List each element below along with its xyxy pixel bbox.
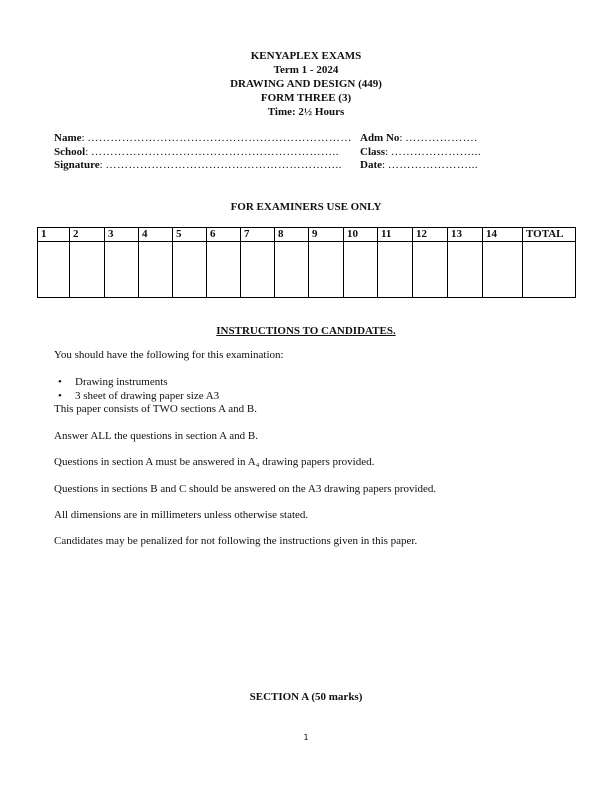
bullet-text: 3 sheet of drawing paper size A3 — [75, 390, 220, 402]
field-row: Adm No: ………………. — [360, 132, 478, 144]
examiners-table — [37, 227, 576, 298]
score-cell[interactable] — [344, 242, 378, 298]
score-cell[interactable] — [70, 242, 105, 298]
score-cell[interactable] — [378, 242, 413, 298]
column-header: 5 — [173, 228, 207, 242]
score-cell[interactable] — [413, 242, 448, 298]
column-header: 6 — [207, 228, 241, 242]
bullet-text: Drawing instruments — [75, 376, 168, 388]
bullet-item: • 3 sheet of drawing paper size A3 — [58, 390, 220, 402]
instruction-line: Questions in sections B and C should be answered on the A3 drawing papers provided. — [54, 483, 437, 495]
column-header: 9 — [309, 228, 344, 242]
instructions-title: INSTRUCTIONS TO CANDIDATES. — [216, 325, 396, 337]
bullet-item: • Drawing instruments — [58, 376, 168, 388]
field-label: Class — [360, 145, 386, 158]
field-blank[interactable]: …………………... — [390, 145, 482, 158]
field-blank[interactable]: …………………………………………………….. — [105, 159, 342, 171]
score-cell[interactable] — [275, 242, 309, 298]
score-cell[interactable] — [448, 242, 483, 298]
field-blank[interactable]: ……………………………………………………….. — [91, 145, 339, 158]
column-header: 8 — [275, 228, 309, 242]
score-cell[interactable] — [207, 242, 241, 298]
field-label: School — [54, 145, 86, 158]
score-cell[interactable] — [241, 242, 275, 298]
field-row: Name: …………………………………………………………… — [54, 132, 352, 144]
instruction-line: This paper consists of TWO sections A and B. — [54, 403, 257, 415]
column-header: 2 — [70, 228, 105, 242]
score-cell[interactable] — [173, 242, 207, 298]
score-cell[interactable] — [523, 242, 576, 298]
column-header: 14 — [483, 228, 523, 242]
instructions-intro: You should have the following for this examination: — [54, 349, 284, 361]
field-blank[interactable]: ………………. — [405, 132, 478, 144]
field-label: Date — [360, 159, 382, 171]
field-row: Class: …………………... — [360, 145, 482, 158]
field-blank[interactable]: …………………………………………………………… — [87, 132, 352, 144]
time: Time: 2½ Hours — [267, 106, 345, 118]
instruction-line: All dimensions are in millimeters unless otherwise stated. — [54, 509, 309, 521]
section-heading: SECTION A (50 marks) — [249, 691, 363, 703]
field-label: Adm No — [360, 132, 400, 144]
column-header: 13 — [448, 228, 483, 242]
field-label: Name — [54, 132, 82, 144]
column-header: 12 — [413, 228, 448, 242]
column-header: TOTAL — [523, 228, 576, 242]
field-blank[interactable]: …………………... — [387, 159, 479, 171]
examiners-title: FOR EXAMINERS USE ONLY — [230, 201, 382, 213]
form: FORM THREE (3) — [260, 92, 352, 104]
instruction-line: Candidates may be penalized for not following the instructions given in this paper. — [54, 535, 418, 547]
column-header: 11 — [378, 228, 413, 242]
page-number: 1 — [303, 733, 309, 742]
score-cell[interactable] — [105, 242, 139, 298]
score-cell[interactable] — [483, 242, 523, 298]
column-header: 3 — [105, 228, 139, 242]
score-cell[interactable] — [309, 242, 344, 298]
field-row: School: ……………………………………………………….. — [54, 145, 339, 158]
term: Term 1 - 2024 — [273, 64, 339, 76]
column-header: 1 — [38, 228, 70, 242]
column-header: 10 — [344, 228, 378, 242]
instruction-line: Questions in section A must be answered in A₄ drawing papers provided. — [54, 456, 375, 468]
field-row: Signature: …………………………………………………….. — [54, 159, 342, 171]
field-label: Signature — [54, 159, 100, 171]
field-row: Date: …………………... — [360, 159, 479, 171]
score-cell[interactable] — [139, 242, 173, 298]
instruction-line: Answer ALL the questions in section A and B. — [54, 430, 258, 442]
column-header: 7 — [241, 228, 275, 242]
org-title: KENYAPLEX EXAMS — [250, 50, 362, 62]
score-cell[interactable] — [38, 242, 70, 298]
subject: DRAWING AND DESIGN (449) — [230, 78, 382, 90]
column-header: 4 — [139, 228, 173, 242]
